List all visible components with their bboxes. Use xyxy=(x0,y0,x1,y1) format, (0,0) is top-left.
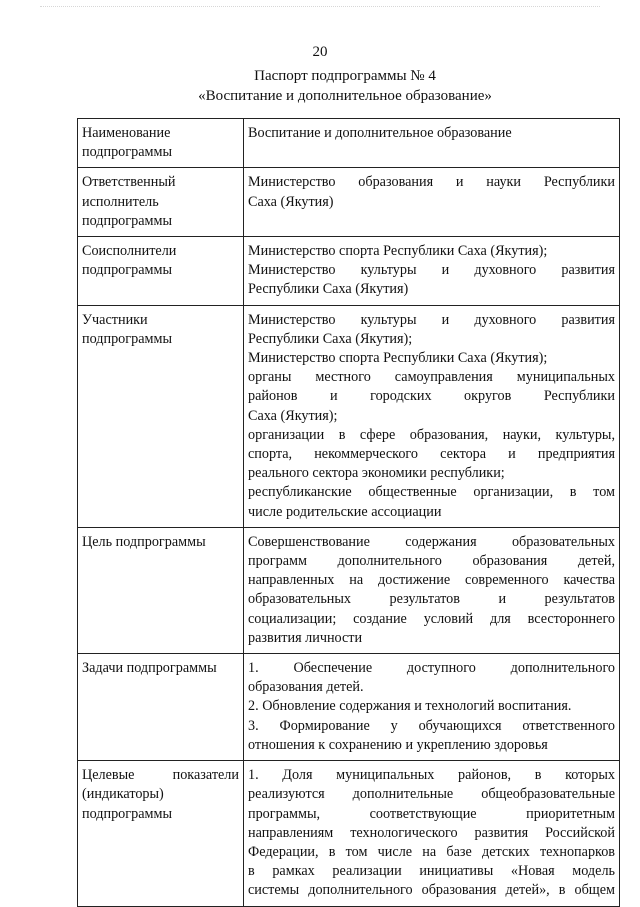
passport-row xyxy=(78,119,620,168)
row-label-line: подпрограммы xyxy=(82,212,172,229)
row-value-line: реального сектора экономики республики; xyxy=(248,465,505,482)
row-value-line: Совершенствование содержания образовательных xyxy=(248,533,615,550)
row-value-line: программ дополнительного образования детей, xyxy=(248,553,615,570)
row-label-line: Цель подпрограммы xyxy=(82,533,206,550)
row-value-line: числе родительские ассоциации xyxy=(248,503,442,520)
row-value-line: Саха (Якутия) xyxy=(248,193,334,210)
row-label-line: Задачи подпрограммы xyxy=(82,660,217,677)
row-value-line: спорта, некоммерческого сектора и предприятия xyxy=(248,446,615,463)
row-label-line: Наименование xyxy=(82,125,171,141)
title-line-1: Паспорт подпрограммы № 4 xyxy=(254,68,436,84)
row-value-line: образовательных результатов и результатов xyxy=(248,591,615,608)
row-value-line: Министерство спорта Республики Саха (Якутия); xyxy=(248,350,548,367)
row-label-cell xyxy=(78,119,244,168)
row-label-cell xyxy=(78,654,244,761)
row-label-line: подпрограммы xyxy=(82,805,172,822)
row-value-line: отношения к сохранению и укреплению здоровья xyxy=(248,736,548,753)
row-value-line: Республики Саха (Якутия); xyxy=(248,330,413,347)
row-value-cell xyxy=(244,168,620,237)
row-label-line: (индикаторы) xyxy=(82,786,164,803)
row-value-cell xyxy=(244,119,620,168)
row-value-line: республиканские общественные организации, в том xyxy=(248,484,615,501)
passport-row xyxy=(78,527,620,653)
passport-row xyxy=(78,761,620,906)
row-value-line: 1. Доля муниципальных районов, в которых xyxy=(248,767,615,784)
row-value-line: Министерство культуры и духовного развития xyxy=(248,311,615,328)
row-label-line: Целевые показатели xyxy=(82,767,239,784)
page-number: 20 xyxy=(312,44,328,60)
row-label-line: Соисполнители xyxy=(82,243,177,260)
row-value-line: 1. Обеспечение доступного дополнительного xyxy=(248,660,615,677)
row-label-cell xyxy=(78,527,244,653)
document-title xyxy=(0,66,640,106)
row-value-line: Министерство спорта Республики Саха (Якутия); xyxy=(248,243,548,260)
row-value-line: социализации; создание условий для всестороннего xyxy=(248,610,615,627)
row-value-line: программы, соответствующие приоритетным xyxy=(248,805,615,822)
row-value-line: Министерство культуры и духовного развития xyxy=(248,262,615,279)
row-value-cell xyxy=(244,305,620,527)
row-label-line: подпрограммы xyxy=(82,330,172,347)
row-label-line: подпрограммы xyxy=(82,144,172,161)
row-value-line: Федерации, в том числе на базе детских технопарков xyxy=(248,843,615,860)
row-value-line: реализуются дополнительные общеобразовательные xyxy=(248,786,615,803)
passport-row xyxy=(78,168,620,237)
scan-artifact xyxy=(40,6,600,11)
row-value-line: Министерство образования и науки Республики xyxy=(248,174,615,191)
row-value-line: в рамках реализации инициативы «Новая модель xyxy=(248,863,615,880)
title-line-2: «Воспитание и дополнительное образование» xyxy=(198,88,492,104)
row-label-cell xyxy=(78,305,244,527)
row-label-cell xyxy=(78,168,244,237)
row-value-line: организации в сфере образования, науки, культуры, xyxy=(248,426,615,443)
row-value-line: органы местного самоуправления муниципальных xyxy=(248,369,615,386)
row-value-line: системы дополнительного образования детей», в общем xyxy=(248,882,615,899)
row-value-line: развития личности xyxy=(248,629,363,646)
row-value-line: 2. Обновление содержания и технологий воспитания. xyxy=(248,698,572,715)
row-value-line: Республики Саха (Якутия) xyxy=(248,281,409,298)
row-value-cell xyxy=(244,654,620,761)
passport-row xyxy=(78,654,620,761)
row-value-line: 3. Формирование у обучающихся ответственного xyxy=(248,717,615,734)
row-value-cell xyxy=(244,527,620,653)
row-label-cell xyxy=(78,237,244,306)
row-label-line: Ответственный xyxy=(82,174,176,191)
row-label-cell xyxy=(78,761,244,906)
passport-row xyxy=(78,305,620,527)
row-value-line: направлениям технологического развития Российской xyxy=(248,824,615,841)
subprogram-passport-table xyxy=(77,118,620,907)
row-value-line: образования детей. xyxy=(248,679,364,696)
row-value-cell xyxy=(244,237,620,306)
row-label-line: подпрограммы xyxy=(82,262,172,279)
row-value-line: Воспитание и дополнительное образование xyxy=(248,125,512,141)
row-label-line: Участники xyxy=(82,311,148,328)
passport-row xyxy=(78,237,620,306)
row-value-line: Саха (Якутия); xyxy=(248,407,338,424)
row-value-line: направленных на достижение современного качества xyxy=(248,572,615,589)
row-value-line: районов и городских округов Республики xyxy=(248,388,615,405)
row-label-line: исполнитель xyxy=(82,193,159,210)
passport-table-body xyxy=(78,119,620,907)
row-value-cell xyxy=(244,761,620,906)
